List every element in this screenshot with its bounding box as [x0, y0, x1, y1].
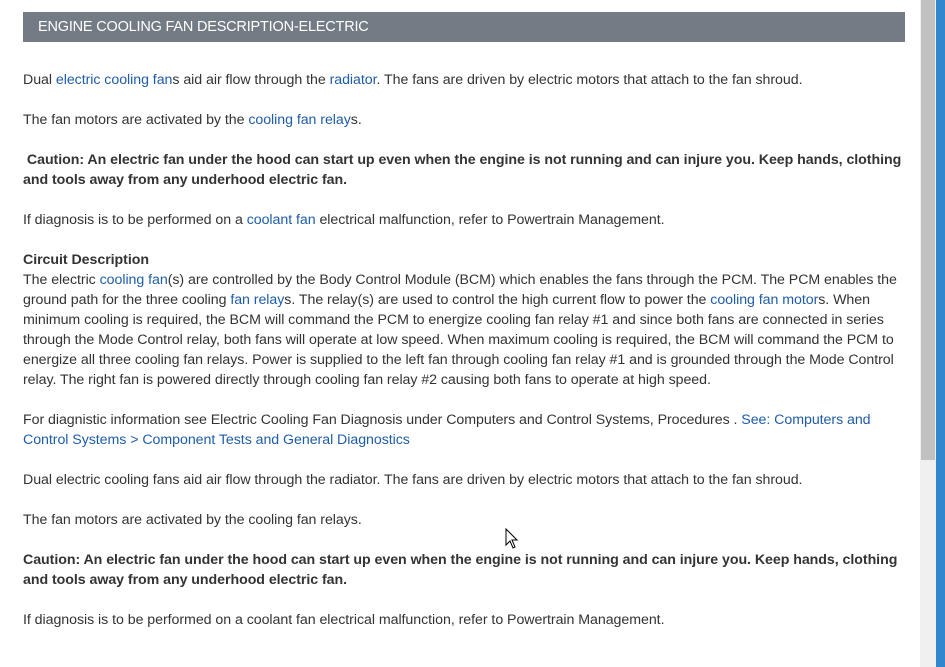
section-header	[23, 12, 905, 42]
text: For diagnistic information see Electric Cooling Fan Diagnosis under Computers and Control Systems, Procedures .	[23, 412, 742, 428]
link-component-tests[interactable]: See: Computers and Control Systems > Component Tests and General Diagnostics	[23, 412, 871, 448]
caution-note	[23, 150, 906, 190]
link-electric-cooling-fan[interactable]: electric cooling fan	[55, 72, 173, 88]
link-cooling-fan-motor[interactable]: cooling fan motor	[710, 292, 819, 308]
paragraph-diagnostic-info	[23, 410, 903, 450]
paragraph-diagnosis	[23, 210, 903, 230]
text: If diagnosis is to be performed on a	[23, 212, 247, 228]
text: Dual	[23, 72, 56, 88]
scrollbar-edge-accent	[936, 0, 945, 667]
link-cooling-fan-relay[interactable]: cooling fan relay	[248, 112, 351, 128]
link-coolant-fan[interactable]: coolant fan	[246, 212, 316, 228]
text: The fan motors are activated by the	[23, 112, 249, 128]
caution-note-repeat: Caution: An electric fan under the hood can start up even when the engine is not running and can injure you. Keep hands, clothing and tools away from any underhood electric fan.	[23, 552, 898, 588]
link-fan-relay[interactable]: fan relay	[230, 292, 285, 308]
article-body	[23, 70, 906, 650]
vertical-scrollbar[interactable]	[920, 0, 945, 667]
circuit-description	[23, 250, 903, 390]
section-title: ENGINE COOLING FAN DESCRIPTION-ELECTRIC	[38, 19, 369, 35]
text: (s) are controlled by the Body Control Module (BCM) which enables the fans through the PCM. The PCM enables the ground path for the three cooling	[23, 272, 897, 308]
text: s. The relay(s) are used to control the high current flow to power the	[284, 292, 711, 308]
text: . The fans are driven by electric motors that attach to the fan shroud.	[376, 72, 803, 88]
paragraph-relays	[23, 110, 903, 130]
paragraph-diagnosis-repeat: If diagnosis is to be performed on a coolant fan electrical malfunction, refer to Powertrain Management.	[23, 612, 665, 628]
text: The electric	[23, 272, 100, 288]
text: electrical malfunction, refer to Powertrain Management.	[315, 212, 665, 228]
text: s aid air flow through the	[172, 72, 330, 88]
paragraph-relays-repeat: The fan motors are activated by the cooling fan relays.	[23, 512, 362, 528]
link-radiator[interactable]: radiator	[329, 72, 377, 88]
text: s.	[350, 112, 362, 128]
caution-text: Caution: An electric fan under the hood can start up even when the engine is not running and can injure you. Keep hands, clothing and tools away from any underhood electric fan.	[23, 152, 906, 188]
link-cooling-fan[interactable]: cooling fan	[99, 272, 168, 288]
paragraph-intro	[23, 70, 903, 90]
mouse-pointer-icon	[505, 528, 519, 550]
paragraph-intro-repeat: Dual electric cooling fans aid air flow through the radiator. The fans are driven by electric motors that attach to the fan shroud.	[23, 472, 803, 488]
scrollbar-thumb[interactable]	[921, 0, 935, 460]
circuit-description-title: Circuit Description	[23, 252, 149, 268]
text: s. When minimum cooling is required, the BCM will command the PCM to energize cooling fan relay #1 and since both fans are connected in series through the Mode Control relay, both fans will operate at low speed. When maximum cooling is required, the BCM will command the PCM to energize all three cooling fan relays. Power is supplied to the left fan through cooling fan relay #1 and is grounded through the Mode Control relay. The right fan is powered directly through cooling fan relay #2 causing both fans to operate at high speed.	[23, 292, 894, 388]
